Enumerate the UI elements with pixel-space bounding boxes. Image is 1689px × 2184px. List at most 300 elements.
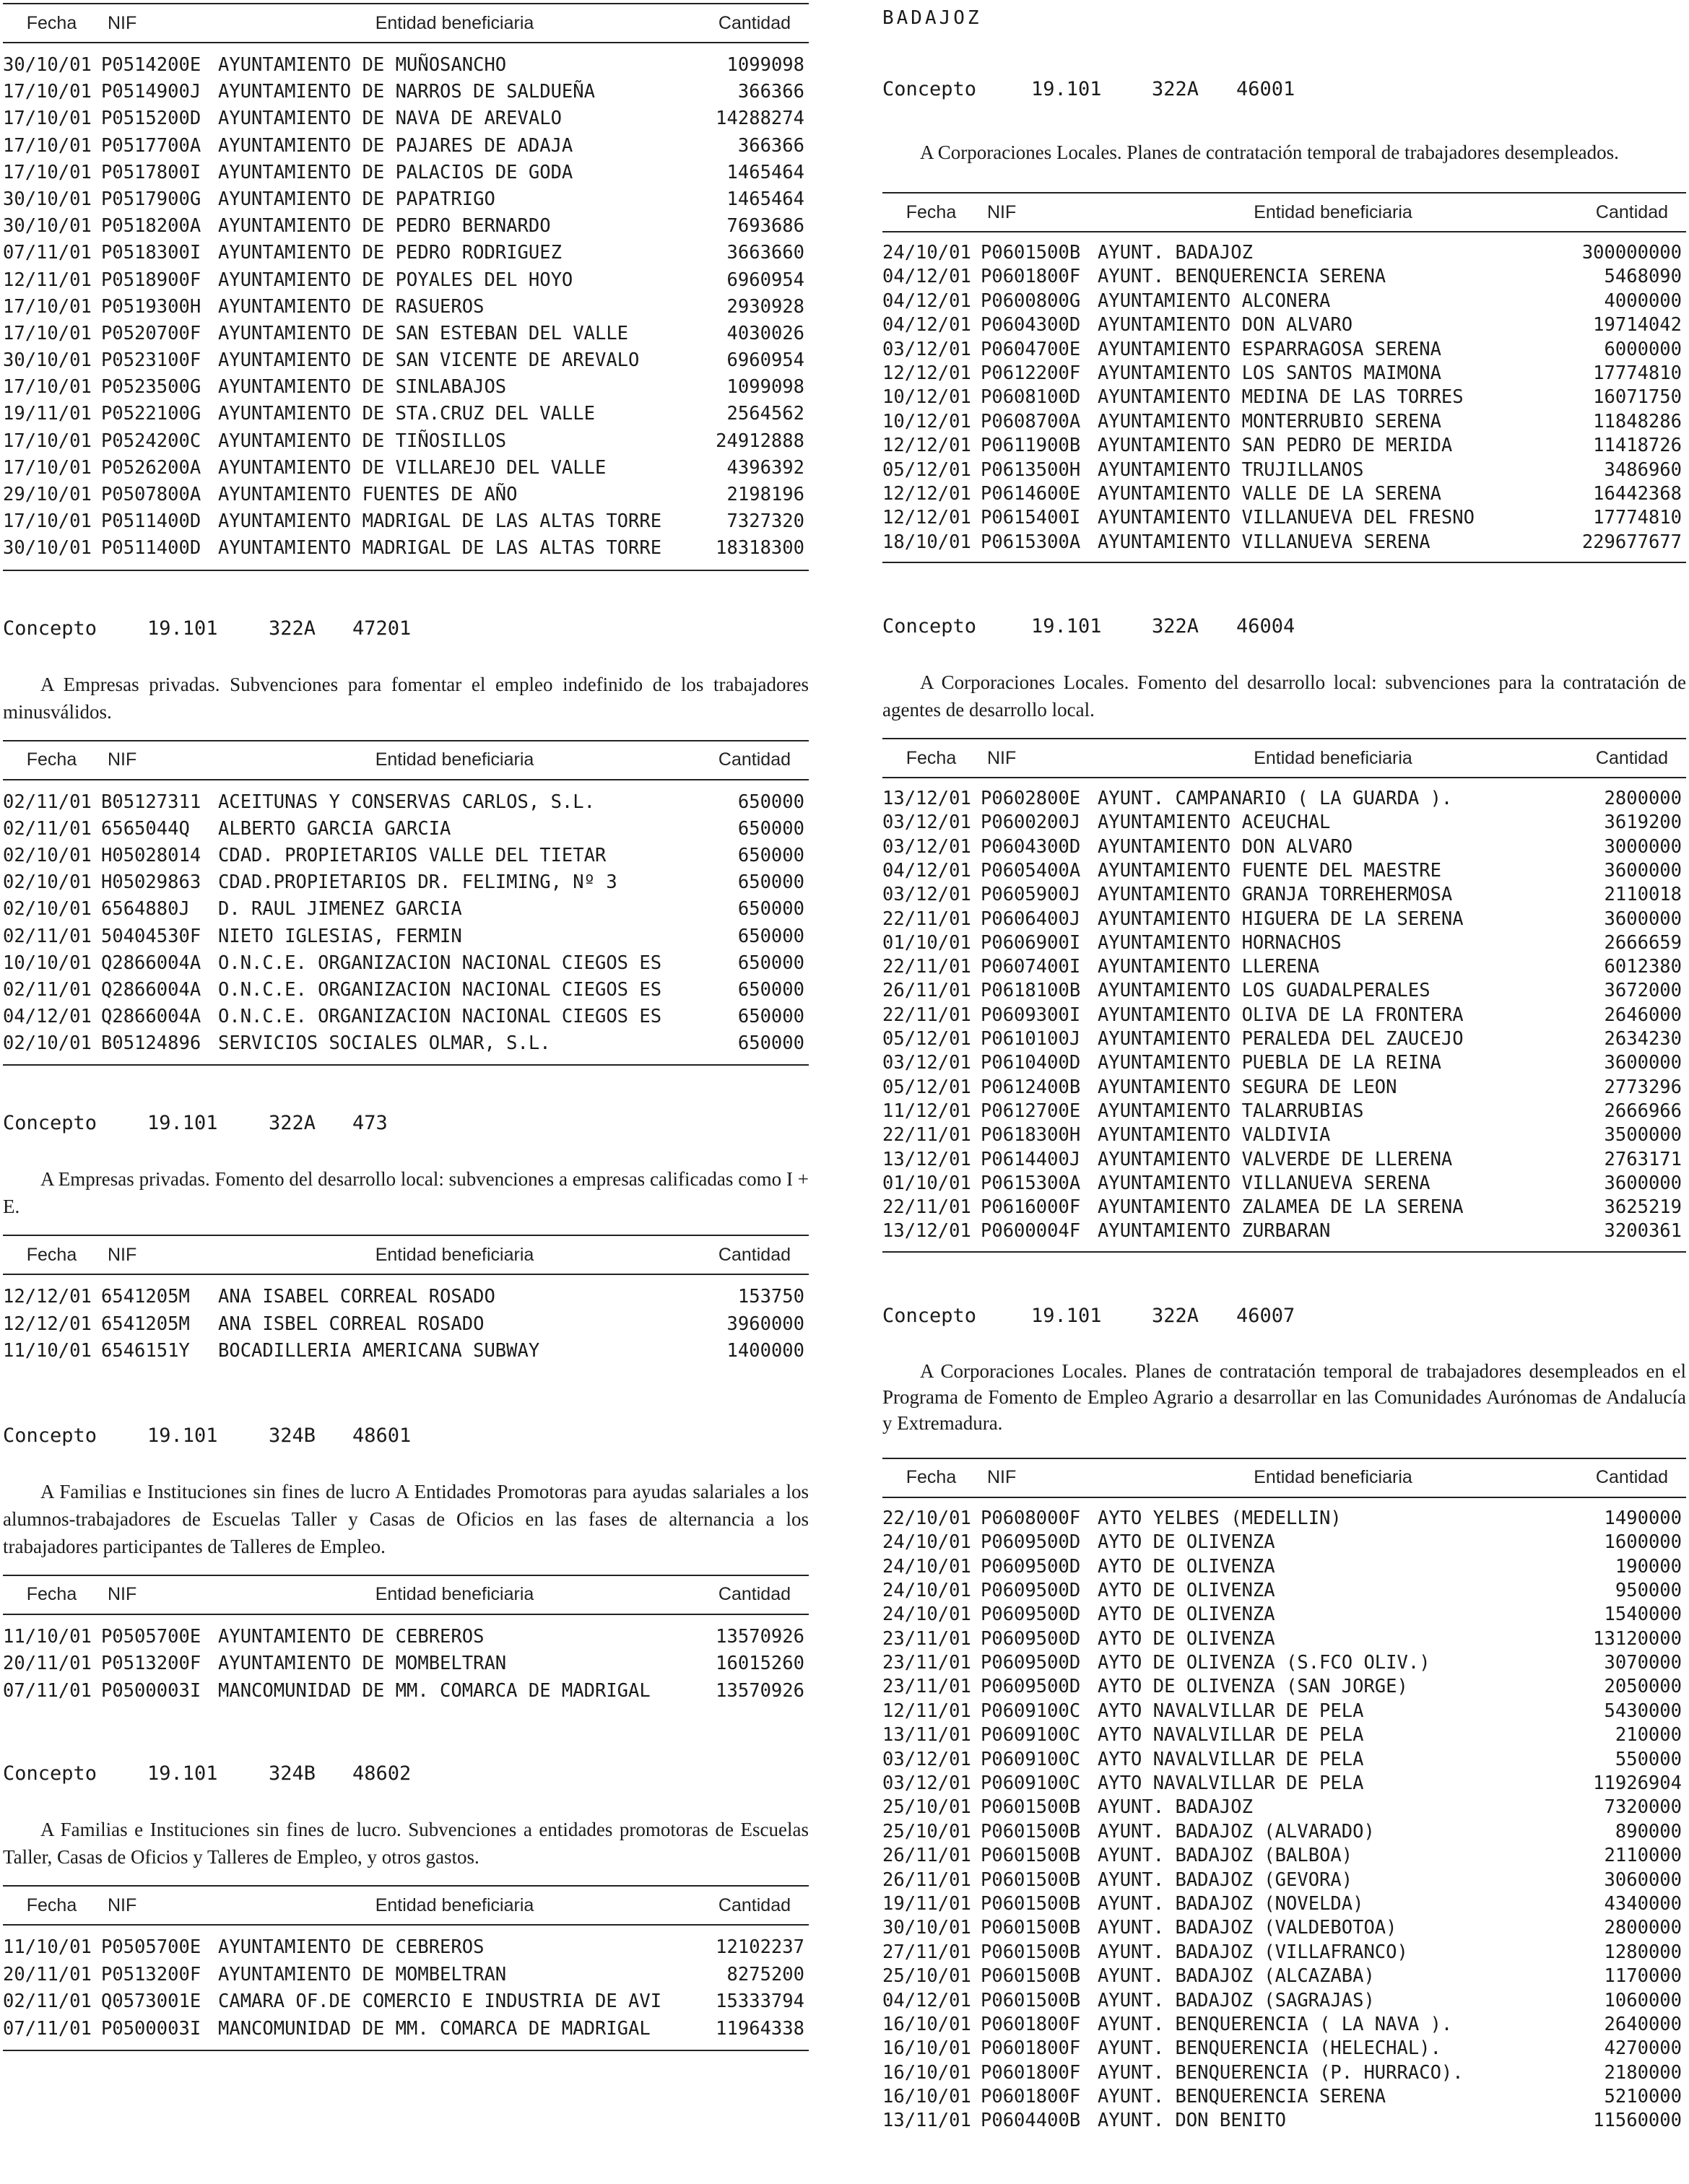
cell-entidad: AYUNTAMIENTO DE PALACIOS DE GODA bbox=[218, 161, 573, 183]
concepto-line bbox=[882, 77, 1686, 103]
cell-fecha: 12/12/01 bbox=[882, 507, 971, 529]
cell-nif: 6541205M bbox=[101, 1286, 190, 1308]
table-row bbox=[882, 1748, 1686, 1772]
table-row bbox=[882, 955, 1686, 979]
cell-cantidad: 650000 bbox=[737, 978, 804, 1001]
cell-entidad: AYUNTAMIENTO PERALEDA DEL ZAUCEJO bbox=[1098, 1028, 1464, 1050]
table-row bbox=[3, 896, 809, 923]
cell-nif: P0500003I bbox=[101, 1679, 201, 1702]
cell-cantidad: 11964338 bbox=[716, 2017, 804, 2040]
table-row bbox=[882, 2109, 1686, 2133]
cell-nif: P0609500D bbox=[981, 1676, 1081, 1698]
cell-cantidad: 12102237 bbox=[716, 1936, 804, 1959]
cell-fecha: 13/12/01 bbox=[882, 1148, 971, 1170]
table-row bbox=[3, 79, 809, 105]
cell-entidad: AYTO DE OLIVENZA (SAN JORGE) bbox=[1098, 1676, 1408, 1698]
cell-nif: P0601500B bbox=[981, 1868, 1081, 1891]
cell-fecha: 17/10/01 bbox=[3, 456, 92, 479]
cell-cantidad: 2763171 bbox=[1604, 1148, 1682, 1170]
cell-cantidad: 3200361 bbox=[1604, 1220, 1682, 1243]
cell-fecha: 04/12/01 bbox=[882, 1989, 971, 2011]
concepto-description bbox=[882, 1358, 1686, 1436]
cell-entidad: AYUNTAMIENTO VALLE DE LA SERENA bbox=[1098, 482, 1441, 505]
cell-fecha: 02/10/01 bbox=[3, 1032, 92, 1055]
table-row bbox=[3, 789, 809, 816]
cell-nif: Q2866004A bbox=[101, 952, 201, 974]
cell-fecha: 25/10/01 bbox=[882, 1796, 971, 1819]
cell-entidad: D. RAUL JIMENEZ GARCIA bbox=[218, 898, 462, 921]
cell-nif: P0604400B bbox=[981, 2110, 1081, 2132]
cell-nif: P0615400I bbox=[981, 507, 1081, 529]
cell-entidad: O.N.C.E. ORGANIZACION NACIONAL CIEGOS ES bbox=[218, 952, 662, 974]
cell-entidad: AYTO NAVALVILLAR DE PELA bbox=[1098, 1700, 1364, 1722]
cell-fecha: 30/10/01 bbox=[3, 54, 92, 76]
table-row bbox=[882, 2013, 1686, 2037]
cell-entidad: ALBERTO GARCIA GARCIA bbox=[218, 817, 451, 840]
cell-fecha: 23/11/01 bbox=[882, 1627, 971, 1650]
cell-cantidad: 2666659 bbox=[1604, 931, 1682, 954]
cell-nif: P0517700A bbox=[101, 134, 201, 157]
cell-nif: P0602800E bbox=[981, 788, 1081, 810]
table-row bbox=[3, 1624, 809, 1651]
table-row bbox=[882, 1844, 1686, 1868]
cell-fecha: 13/11/01 bbox=[882, 2110, 971, 2132]
cell-fecha: 05/12/01 bbox=[882, 1028, 971, 1050]
cell-nif: P0609300I bbox=[981, 1004, 1081, 1026]
cell-nif: H05028014 bbox=[101, 844, 201, 866]
table-row bbox=[3, 1284, 809, 1311]
cell-nif: P0600004F bbox=[981, 1220, 1081, 1243]
table-row bbox=[3, 977, 809, 1004]
cell-cantidad: 650000 bbox=[737, 1006, 804, 1028]
cell-cantidad: 1170000 bbox=[1604, 1965, 1682, 1988]
header-entidad: Entidad beneficiaria bbox=[375, 1244, 534, 1265]
cell-entidad: AYUNTAMIENTO HIGUERA DE LA SERENA bbox=[1098, 908, 1464, 930]
cell-nif: P0518900F bbox=[101, 269, 201, 291]
header-cantidad: Cantidad bbox=[718, 1894, 791, 1915]
cell-cantidad: 1540000 bbox=[1604, 1604, 1682, 1626]
table-row bbox=[882, 1172, 1686, 1196]
table-header bbox=[3, 1236, 809, 1275]
table-row bbox=[3, 401, 809, 427]
cell-fecha: 13/12/01 bbox=[882, 788, 971, 810]
table-body bbox=[3, 43, 809, 570]
cell-nif: P0524200C bbox=[101, 430, 201, 452]
concepto-code2: 322A bbox=[1152, 1304, 1199, 1327]
cell-nif: P0613500H bbox=[981, 458, 1081, 481]
table-row bbox=[882, 290, 1686, 313]
cell-entidad: AYUNTAMIENTO OLIVA DE LA FRONTERA bbox=[1098, 1004, 1464, 1026]
cell-entidad: AYUNT. BADAJOZ bbox=[1098, 1796, 1253, 1819]
table-row bbox=[882, 1772, 1686, 1796]
cell-fecha: 11/10/01 bbox=[3, 1625, 92, 1648]
cell-entidad: AYUNTAMIENTO DE MUÑOSANCHO bbox=[218, 54, 507, 76]
cell-cantidad: 3600000 bbox=[1604, 1052, 1682, 1074]
cell-nif: P0601500B bbox=[981, 1941, 1081, 1963]
header-fecha: Fecha bbox=[906, 1467, 957, 1488]
cell-nif: P0505700E bbox=[101, 1936, 201, 1959]
header-entidad: Entidad beneficiaria bbox=[375, 1894, 534, 1915]
cell-fecha: 17/10/01 bbox=[3, 295, 92, 318]
cell-nif: P0618300H bbox=[981, 1124, 1081, 1147]
cell-fecha: 01/10/01 bbox=[882, 1172, 971, 1194]
cell-cantidad: 229677677 bbox=[1581, 531, 1682, 553]
cell-entidad: AYUNTAMIENTO VILLANUEVA SERENA bbox=[1098, 531, 1430, 553]
cell-nif: P0520700F bbox=[101, 322, 201, 344]
concepto-code2: 322A bbox=[269, 1112, 316, 1135]
table-row bbox=[882, 1916, 1686, 1940]
header-fecha: Fecha bbox=[906, 201, 957, 222]
cell-entidad: AYUNTAMIENTO DE CEBREROS bbox=[218, 1625, 485, 1648]
cell-nif: P0606400J bbox=[981, 908, 1081, 930]
cell-entidad: AYUNTAMIENTO DE POYALES DEL HOYO bbox=[218, 269, 573, 291]
table-row bbox=[882, 531, 1686, 554]
cell-nif: 6565044Q bbox=[101, 817, 190, 840]
table-row bbox=[3, 1338, 809, 1365]
concepto-code3: 46004 bbox=[1236, 615, 1295, 638]
cell-entidad: AYUNT. BENQUERENCIA (P. HURRACO). bbox=[1098, 2061, 1464, 2084]
table-row bbox=[3, 213, 809, 240]
table-row bbox=[882, 265, 1686, 289]
cell-fecha: 22/11/01 bbox=[882, 1196, 971, 1219]
table-row bbox=[882, 1941, 1686, 1965]
cell-nif: P0612400B bbox=[981, 1076, 1081, 1098]
cell-nif: Q2866004A bbox=[101, 978, 201, 1001]
cell-fecha: 05/12/01 bbox=[882, 458, 971, 481]
cell-nif: P0609500D bbox=[981, 1555, 1081, 1578]
cell-nif: P0614600E bbox=[981, 482, 1081, 505]
cell-entidad: AYUNT. DON BENITO bbox=[1098, 2110, 1286, 2132]
cell-fecha: 22/11/01 bbox=[882, 908, 971, 930]
cell-fecha: 03/12/01 bbox=[882, 835, 971, 858]
table-row bbox=[882, 835, 1686, 859]
cell-fecha: 12/12/01 bbox=[3, 1313, 92, 1335]
cell-entidad: AYUNTAMIENTO DE TIÑOSILLOS bbox=[218, 430, 507, 452]
cell-fecha: 13/12/01 bbox=[882, 1220, 971, 1243]
cell-cantidad: 6960954 bbox=[726, 349, 804, 372]
cell-fecha: 26/11/01 bbox=[882, 1868, 971, 1891]
cell-entidad: AYUNTAMIENTO DE CEBREROS bbox=[218, 1936, 485, 1959]
cell-fecha: 22/11/01 bbox=[882, 1124, 971, 1147]
cell-cantidad: 6000000 bbox=[1604, 338, 1682, 360]
cell-cantidad: 2198196 bbox=[726, 484, 804, 505]
cell-entidad: AYUNTAMIENTO DE PEDRO BERNARDO bbox=[218, 215, 551, 238]
cell-cantidad: 650000 bbox=[737, 925, 804, 947]
cell-fecha: 24/10/01 bbox=[882, 242, 971, 264]
table-row bbox=[882, 482, 1686, 506]
cell-entidad: AYTO DE OLIVENZA bbox=[1098, 1531, 1275, 1554]
cell-fecha: 17/10/01 bbox=[3, 322, 92, 344]
cell-cantidad: 1060000 bbox=[1604, 1989, 1682, 2011]
table-header bbox=[3, 1576, 809, 1615]
cell-nif: P0612700E bbox=[981, 1100, 1081, 1122]
cell-nif: P0609100C bbox=[981, 1724, 1081, 1746]
cell-nif: P0609500D bbox=[981, 1531, 1081, 1554]
cell-cantidad: 6012380 bbox=[1604, 956, 1682, 978]
table-l2 bbox=[3, 1235, 809, 1372]
concepto-code2: 322A bbox=[1152, 78, 1199, 100]
cell-entidad: AYUNT. BADAJOZ (ALCAZABA) bbox=[1098, 1965, 1375, 1988]
cell-cantidad: 300000000 bbox=[1581, 242, 1682, 264]
cell-cantidad: 1490000 bbox=[1604, 1507, 1682, 1529]
concepto-code1: 19.101 bbox=[1031, 1304, 1102, 1327]
cell-entidad: AYUNTAMIENTO TALARRUBIAS bbox=[1098, 1100, 1364, 1122]
table-row bbox=[3, 1004, 809, 1030]
cell-nif: P0505700E bbox=[101, 1625, 201, 1648]
table-row bbox=[3, 869, 809, 896]
cell-entidad: AYUNTAMIENTO SEGURA DE LEON bbox=[1098, 1076, 1397, 1098]
concepto-code1: 19.101 bbox=[147, 617, 218, 640]
cell-nif: P0608100D bbox=[981, 386, 1081, 409]
table-body bbox=[3, 1926, 809, 2050]
cell-entidad: AYUNTAMIENTO FUENTES DE AÑO bbox=[218, 484, 518, 505]
table-row bbox=[3, 1962, 809, 1989]
cell-nif: P0507800A bbox=[101, 484, 201, 505]
concepto-line bbox=[3, 1423, 809, 1449]
cell-entidad: AYTO DE OLIVENZA bbox=[1098, 1604, 1275, 1626]
cell-cantidad: 5468090 bbox=[1604, 266, 1682, 288]
cell-cantidad: 1465464 bbox=[726, 188, 804, 210]
header-cantidad: Cantidad bbox=[1595, 201, 1668, 222]
header-nif: NIF bbox=[108, 749, 137, 770]
cell-fecha: 10/12/01 bbox=[882, 410, 971, 432]
header-fecha: Fecha bbox=[26, 12, 77, 33]
cell-fecha: 02/10/01 bbox=[3, 898, 92, 921]
table-row bbox=[882, 2061, 1686, 2085]
cell-nif: P0601800F bbox=[981, 266, 1081, 288]
concepto-line bbox=[3, 1761, 809, 1787]
table-row bbox=[3, 1988, 809, 2016]
cell-fecha: 03/12/01 bbox=[882, 1772, 971, 1795]
cell-cantidad: 5430000 bbox=[1604, 1700, 1682, 1722]
table-row bbox=[882, 1076, 1686, 1100]
header-fecha: Fecha bbox=[26, 1584, 77, 1605]
table-r1 bbox=[882, 192, 1686, 563]
table-row bbox=[3, 347, 809, 374]
header-nif: NIF bbox=[108, 1894, 137, 1915]
cell-cantidad: 11848286 bbox=[1593, 410, 1682, 432]
cell-cantidad: 15333794 bbox=[716, 1991, 804, 2013]
header-cantidad: Cantidad bbox=[718, 12, 791, 33]
header-nif: NIF bbox=[108, 1244, 137, 1265]
cell-fecha: 17/10/01 bbox=[3, 108, 92, 130]
table-row bbox=[3, 160, 809, 186]
header-fecha: Fecha bbox=[906, 747, 957, 768]
table-row bbox=[3, 1311, 809, 1339]
header-cantidad: Cantidad bbox=[718, 1244, 791, 1265]
cell-nif: 6541205M bbox=[101, 1313, 190, 1335]
cell-entidad: AYUNTAMIENTO DE NAVA DE AREVALO bbox=[218, 108, 562, 130]
cell-cantidad: 3625219 bbox=[1604, 1196, 1682, 1219]
cell-entidad: AYUNT. BADAJOZ bbox=[1098, 242, 1253, 264]
cell-entidad: AYUNTAMIENTO DE PAJARES DE ADAJA bbox=[218, 134, 573, 157]
table-row bbox=[882, 1892, 1686, 1916]
cell-nif: P0610400D bbox=[981, 1052, 1081, 1074]
cell-cantidad: 19714042 bbox=[1593, 314, 1682, 336]
cell-entidad: AYTO NAVALVILLAR DE PELA bbox=[1098, 1748, 1364, 1770]
concepto-code2: 322A bbox=[269, 617, 316, 640]
cell-entidad: AYUNTAMIENTO MADRIGAL DE LAS ALTAS TORRE bbox=[218, 537, 662, 560]
cell-fecha: 18/10/01 bbox=[882, 531, 971, 553]
cell-fecha: 10/10/01 bbox=[3, 952, 92, 974]
cell-cantidad: 650000 bbox=[737, 844, 804, 866]
cell-nif: P0609500D bbox=[981, 1604, 1081, 1626]
header-nif: NIF bbox=[987, 747, 1017, 768]
cell-fecha: 30/10/01 bbox=[3, 349, 92, 372]
concepto-code2: 324B bbox=[269, 1762, 316, 1785]
table-row bbox=[3, 950, 809, 977]
table-row bbox=[882, 1196, 1686, 1219]
cell-fecha: 24/10/01 bbox=[882, 1555, 971, 1578]
table-row bbox=[882, 1219, 1686, 1243]
table-header bbox=[3, 1887, 809, 1926]
cell-fecha: 24/10/01 bbox=[882, 1579, 971, 1601]
table-row bbox=[3, 374, 809, 401]
cell-entidad: AYUNTAMIENTO DE VILLAREJO DEL VALLE bbox=[218, 456, 607, 479]
cell-fecha: 22/11/01 bbox=[882, 956, 971, 978]
cell-fecha: 25/10/01 bbox=[882, 1820, 971, 1843]
cell-cantidad: 650000 bbox=[737, 898, 804, 921]
concepto-description bbox=[3, 1165, 809, 1220]
table-header bbox=[3, 4, 809, 43]
table-row bbox=[882, 908, 1686, 931]
description-text: A Corporaciones Locales. Planes de contratación temporal de trabajadores desempleados. bbox=[920, 142, 1619, 163]
description-text: A Familias e Instituciones sin fines de lucro. Subvenciones a entidades promotoras de Escuelas Taller, Casas de Oficios y Talleres de Empleo, y otros gastos. bbox=[3, 1819, 809, 1868]
table-row bbox=[882, 859, 1686, 883]
cell-entidad: NIETO IGLESIAS, FERMIN bbox=[218, 925, 462, 947]
header-cantidad: Cantidad bbox=[1595, 747, 1668, 768]
concepto-label: Concepto bbox=[3, 617, 97, 640]
cell-entidad: AYUNTAMIENTO DE MOMBELTRAN bbox=[218, 1653, 507, 1675]
cell-entidad: AYUNTAMIENTO ZURBARAN bbox=[1098, 1220, 1331, 1243]
cell-nif: H05029863 bbox=[101, 871, 201, 894]
cell-fecha: 24/10/01 bbox=[882, 1604, 971, 1626]
cell-fecha: 30/10/01 bbox=[3, 188, 92, 210]
table-row bbox=[3, 535, 809, 562]
cell-entidad: AYUNTAMIENTO VALDIVIA bbox=[1098, 1124, 1331, 1147]
table-body bbox=[882, 1498, 1686, 2141]
cell-fecha: 26/11/01 bbox=[882, 980, 971, 1002]
cell-entidad: AYUNTAMIENTO FUENTE DEL MAESTRE bbox=[1098, 859, 1441, 882]
table-row bbox=[3, 816, 809, 843]
cell-entidad: AYUNTAMIENTO DE MOMBELTRAN bbox=[218, 1963, 507, 1985]
cell-cantidad: 366366 bbox=[737, 81, 804, 103]
cell-nif: P0601500B bbox=[981, 1796, 1081, 1819]
cell-entidad: AYUNT. BENQUERENCIA (HELECHAL). bbox=[1098, 2037, 1441, 2060]
cell-cantidad: 3672000 bbox=[1604, 980, 1682, 1002]
table-row bbox=[882, 1989, 1686, 2013]
cell-cantidad: 1465464 bbox=[726, 161, 804, 183]
table-row bbox=[882, 1651, 1686, 1675]
table-row bbox=[3, 1934, 809, 1962]
cell-fecha: 04/12/01 bbox=[882, 859, 971, 882]
cell-entidad: AYUNT. BENQUERENCIA SERENA bbox=[1098, 266, 1386, 288]
cell-nif: P0601500B bbox=[981, 1917, 1081, 1939]
cell-entidad: AYTO DE OLIVENZA bbox=[1098, 1555, 1275, 1578]
cell-entidad: SERVICIOS SOCIALES OLMAR, S.L. bbox=[218, 1032, 551, 1055]
cell-cantidad: 1280000 bbox=[1604, 1941, 1682, 1963]
cell-entidad: O.N.C.E. ORGANIZACION NACIONAL CIEGOS ES bbox=[218, 978, 662, 1001]
table-row bbox=[882, 1675, 1686, 1699]
table-row bbox=[882, 313, 1686, 337]
cell-fecha: 20/11/01 bbox=[3, 1653, 92, 1675]
cell-fecha: 03/12/01 bbox=[882, 884, 971, 906]
cell-nif: P0522100G bbox=[101, 403, 201, 425]
cell-fecha: 17/10/01 bbox=[3, 510, 92, 533]
cell-entidad: AYUNTAMIENTO DE NARROS DE SALDUEÑA bbox=[218, 81, 595, 103]
table-l4 bbox=[3, 1885, 809, 2051]
cell-cantidad: 3663660 bbox=[726, 242, 804, 264]
table-row bbox=[882, 1965, 1686, 1988]
table-row bbox=[3, 1650, 809, 1678]
cell-entidad: AYUNT. BADAJOZ (VALDEBOTOA) bbox=[1098, 1917, 1397, 1939]
cell-cantidad: 11418726 bbox=[1593, 435, 1682, 457]
cell-cantidad: 18318300 bbox=[716, 537, 804, 560]
concepto-code3: 473 bbox=[352, 1112, 388, 1135]
cell-entidad: AYUNTAMIENTO LLERENA bbox=[1098, 956, 1320, 978]
cell-entidad: AYUNT. CAMPANARIO ( LA GUARDA ). bbox=[1098, 788, 1453, 810]
cell-cantidad: 3060000 bbox=[1604, 1868, 1682, 1891]
cell-entidad: AYTO NAVALVILLAR DE PELA bbox=[1098, 1772, 1364, 1795]
cell-cantidad: 16442368 bbox=[1593, 482, 1682, 505]
cell-nif: P0601800F bbox=[981, 2037, 1081, 2060]
cell-cantidad: 11926904 bbox=[1593, 1772, 1682, 1795]
cell-fecha: 30/10/01 bbox=[3, 215, 92, 238]
cell-cantidad: 1600000 bbox=[1604, 1531, 1682, 1554]
cell-nif: P0608700A bbox=[981, 410, 1081, 432]
cell-nif: P0514900J bbox=[101, 81, 201, 103]
concepto-description bbox=[3, 1816, 809, 1871]
table-row bbox=[3, 2016, 809, 2043]
cell-fecha: 22/11/01 bbox=[882, 1004, 971, 1026]
concepto-code1: 19.101 bbox=[1031, 615, 1102, 638]
cell-cantidad: 2110000 bbox=[1604, 1845, 1682, 1867]
cell-entidad: AYUNTAMIENTO HORNACHOS bbox=[1098, 931, 1342, 954]
cell-fecha: 13/11/01 bbox=[882, 1724, 971, 1746]
cell-cantidad: 950000 bbox=[1615, 1579, 1682, 1601]
cell-entidad: AYUNTAMIENTO MADRIGAL DE LAS ALTAS TORRE bbox=[218, 510, 662, 533]
cell-entidad: AYUNT. BADAJOZ (NOVELDA) bbox=[1098, 1892, 1364, 1915]
cell-entidad: AYUNTAMIENTO DE SAN VICENTE DE AREVALO bbox=[218, 349, 640, 372]
cell-nif: P0517800I bbox=[101, 161, 201, 183]
table-row bbox=[882, 1603, 1686, 1627]
table-row bbox=[3, 294, 809, 321]
cell-nif: P0614400J bbox=[981, 1148, 1081, 1170]
cell-fecha: 11/10/01 bbox=[3, 1340, 92, 1362]
cell-cantidad: 2640000 bbox=[1604, 2013, 1682, 2035]
cell-fecha: 17/10/01 bbox=[3, 430, 92, 452]
cell-cantidad: 2800000 bbox=[1604, 1917, 1682, 1939]
cell-cantidad: 650000 bbox=[737, 871, 804, 894]
cell-fecha: 19/11/01 bbox=[882, 1892, 971, 1915]
cell-fecha: 11/10/01 bbox=[3, 1936, 92, 1959]
cell-entidad: BOCADILLERIA AMERICANA SUBWAY bbox=[218, 1340, 540, 1362]
cell-nif: P0601500B bbox=[981, 1892, 1081, 1915]
cell-nif: P0600200J bbox=[981, 812, 1081, 834]
cell-nif: P0618100B bbox=[981, 980, 1081, 1002]
table-row bbox=[3, 455, 809, 482]
cell-cantidad: 2110018 bbox=[1604, 884, 1682, 906]
cell-fecha: 01/10/01 bbox=[882, 931, 971, 954]
table-row bbox=[882, 787, 1686, 811]
cell-fecha: 03/12/01 bbox=[882, 1052, 971, 1074]
cell-nif: P0600800G bbox=[981, 290, 1081, 312]
description-text: A Corporaciones Locales. Fomento del desarrollo local: subvenciones para la contratación de agentes de desarrollo local. bbox=[882, 671, 1686, 721]
table-row bbox=[882, 362, 1686, 386]
concepto-label: Concepto bbox=[3, 1424, 97, 1447]
cell-fecha: 26/11/01 bbox=[882, 1845, 971, 1867]
cell-nif: P0601800F bbox=[981, 2086, 1081, 2108]
